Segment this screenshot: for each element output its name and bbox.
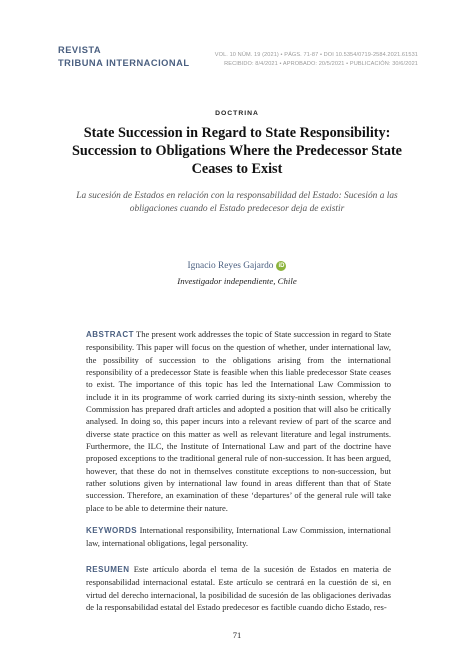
author-line	[0, 261, 474, 271]
article-title: State Succession in Regard to State Responsibility: Succession to Obligations Where the Predecessor State Ceases to Exist	[72, 125, 402, 177]
metadata-line1: VOL. 10 NÚM. 19 (2021) • PÁGS. 71-87 • DOI 10.5354/0719-2584.2021.61531	[214, 52, 418, 58]
abstract-label: ABSTRACT	[86, 330, 134, 339]
keywords-text: International responsibility, International Law Commission, international law, international obligations, legal personality.	[86, 525, 391, 549]
abstract-block	[86, 328, 391, 514]
resumen-label: RESUMEN	[86, 565, 130, 574]
journal-header	[58, 44, 418, 70]
author-name: Ignacio Reyes Gajardo	[187, 261, 274, 272]
article-subtitle: La sucesión de Estados en relación con la responsabilidad del Estado: Sucesión a las obligaciones cuando el Estado predecesor deja de existir	[76, 191, 398, 214]
metadata-line2: RECIBIDO: 8/4/2021 • APROBADO: 20/5/2021 • PUBLICACIÓN: 30/6/2021	[224, 61, 418, 67]
resumen-block	[86, 563, 391, 613]
resumen-text: Este artículo aborda el tema de la sucesión de Estados en materia de responsabilidad internacional estatal. Este artículo se centrará en la cuestión de si, en virtud del derecho internacional, la posibilidad de sucesión de las obligaciones derivadas de la responsabilidad estatal del Estado predecesor es factible cuando dicho Estado, res-	[86, 564, 391, 613]
journal-name-line2: TRIBUNA INTERNACIONAL	[58, 58, 190, 68]
author-affiliation: Investigador independiente, Chile	[177, 276, 297, 286]
abstract-text: The present work addresses the topic of State succession in regard to State responsibility. This paper will focus on the question of whether, under international law, the possibility of succession to the obligations arising from the international responsibility of a predecessor State is feasible when this liable predecessor State ceases to exist. The importance of this topic has led the International Law Commission to include it in its programme of work carried during its sixty-ninth session, whereby the Commission has prepared draft articles and adopted a position that will also be critically analysed. In doing so, this paper incurs into a relevant review of part of the scarce and diverse state practice on this matter as well as relevant literature and legal instruments. Furthermore, the ILC, the Institute of International Law and part of the doctrine have proposed exceptions to the traditional general rule of non-succession. It has been argued, however, that these do not in themselves constitute exceptions to non-succession, but rather solutions given by international law found in areas different than that of State succession. Therefore, an examination of these ‘departures’ of the general rule will take place to be able to determine their nature.	[86, 329, 391, 513]
keywords-label: KEYWORDS	[86, 526, 138, 535]
section-label: DOCTRINA	[215, 110, 259, 117]
keywords-block	[86, 524, 391, 550]
journal-name-line1: REVISTA	[58, 45, 102, 55]
publication-metadata	[215, 51, 418, 69]
page-number: 71	[232, 630, 242, 640]
orcid-icon[interactable]: iD	[278, 263, 285, 269]
